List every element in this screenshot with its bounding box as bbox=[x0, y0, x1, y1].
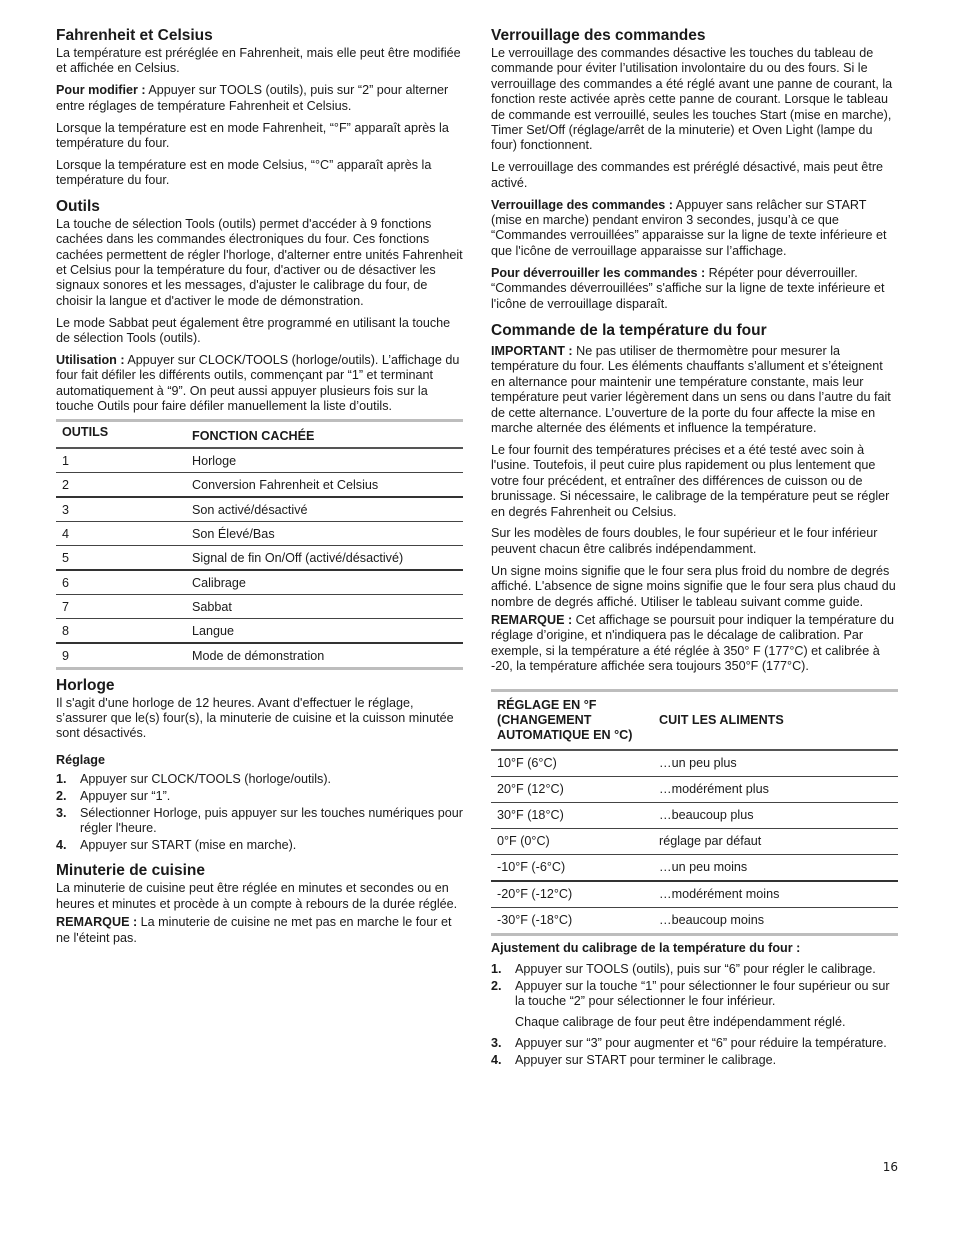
table-row: 10°F (6°C) …un peu plus bbox=[491, 750, 898, 777]
table-row: 1 Horloge bbox=[56, 448, 463, 473]
list-item: 1. Appuyer sur CLOCK/TOOLS (horloge/outils). bbox=[56, 771, 332, 786]
table-row: 3 Son activé/désactivé bbox=[56, 497, 463, 522]
paragraph: REMARQUE : La minuterie de cuisine ne met pas en marche le four et ne l'éteint pas. bbox=[56, 915, 452, 945]
section-title-fahrenheit: Fahrenheit et Celsius bbox=[56, 27, 213, 44]
section-title-horloge: Horloge bbox=[56, 676, 115, 694]
calibration-table bbox=[491, 689, 898, 936]
table-row: 9 Mode de démonstration bbox=[62, 649, 325, 664]
table-row: -30°F (-18°C) …beaucoup moins bbox=[497, 913, 765, 928]
section-title-commande: Commande de la température du four bbox=[491, 322, 767, 339]
list-item: 1. Appuyer sur TOOLS (outils), puis sur “6” pour régler le calibrage. bbox=[491, 961, 876, 976]
list-item: 2. Appuyer sur la touche “1” pour sélectionner le four supérieur ou sur la touche “2” pour sélectionner le four inférieur. bbox=[491, 978, 890, 1008]
table-row: 20°F (12°C) …modérément plus bbox=[491, 776, 898, 802]
paragraph: Lorsque la température est en mode Fahrenheit, “°F” apparaît après la température du four. bbox=[56, 120, 449, 151]
paragraph: Pour modifier : Appuyer sur TOOLS (outils), puis sur “2” pour alterner entre réglages de température Fahrenheit et Celsius. bbox=[56, 83, 449, 113]
paragraph: La touche de sélection Tools (outils) permet d'accéder à 9 fonctions cachées dans les commandes électroniques du four. Ces fonctions cachées permettent de régler l'horloge, d'alterner entre unités Fahrenheit et Celsius pour la température du four, d'activer ou de désactiver les signaux sonores et les messages, d'ajuster le calibrage du four, de choisir la langue et d'activer le mode de démonstration. bbox=[56, 216, 463, 308]
paragraph: La minuterie de cuisine peut être réglée en minutes et secondes ou en heures et minutes et procède à un compte à rebours de la durée réglée. bbox=[56, 881, 458, 911]
paragraph: Verrouillage des commandes : Appuyer sans relâcher sur START (mise en marche) pendant environ 3 secondes, jusqu’à ce que “Commandes verrouillées” apparaisse sur la ligne de texte inférieure et que l'icône de verrouillage apparaisse sur l’affichage. bbox=[491, 197, 887, 258]
bold-label: REMARQUE : bbox=[56, 915, 138, 930]
paragraph: Le verrouillage des commandes est préréglé désactivé, mais peut être activé. bbox=[491, 160, 884, 190]
table-header: CUIT LES ALIMENTS bbox=[653, 690, 898, 750]
section-title-verrouillage: Verrouillage des commandes bbox=[491, 27, 706, 44]
subsection-title-reglage: Réglage bbox=[56, 752, 105, 767]
table-header: FONCTION CACHÉE bbox=[186, 420, 463, 448]
section-title-minuterie: Minuterie de cuisine bbox=[56, 862, 206, 880]
page-number: 16 bbox=[882, 1160, 898, 1174]
bold-label: Pour modifier : bbox=[56, 83, 146, 98]
paragraph: Le verrouillage des commandes désactive les touches du tableau de commande pour éviter l’utilisation involontaire du ou des fours. Si le verrouillage des commandes a été réglé avant une panne de courant, la fonction reste activée après cette panne de courant. Lorsque le tableau de commande est verrouillé, seules les touches Start (mise en marche), Timer Set/Off (réglage/arrêt de la minuterie) et Oven Light (lampe du four) fonctionnent. bbox=[491, 46, 893, 153]
table-row: 5 Signal de fin On/Off (activé/désactivé) bbox=[56, 545, 463, 570]
bold-label: IMPORTANT : bbox=[491, 344, 573, 358]
table-row: 7 Sabbat bbox=[56, 594, 463, 618]
left-column bbox=[56, 27, 463, 953]
paragraph: Lorsque la température est en mode Celsius, “°C” apparaît après la température du four. bbox=[56, 157, 432, 188]
bold-label: Verrouillage des commandes : bbox=[491, 197, 673, 212]
step-note: Chaque calibrage de four peut être indépendamment réglé. bbox=[515, 1015, 846, 1030]
section-title-outils: Outils bbox=[56, 197, 100, 215]
steps-list bbox=[56, 772, 463, 854]
table-row: 8 Langue bbox=[56, 618, 463, 643]
paragraph: Le mode Sabbat peut également être programmé en utilisant la touche de sélection Tools (outils). bbox=[56, 315, 451, 346]
right-column bbox=[491, 27, 898, 1074]
list-item: 3. Sélectionner Horloge, puis appuyer sur les touches numériques pour régler l'heure. bbox=[56, 805, 463, 836]
table-row: -10°F (-6°C) …un peu moins bbox=[491, 854, 898, 881]
subsection-title-ajustement: Ajustement du calibrage de la température du four : bbox=[491, 940, 801, 955]
tools-table bbox=[56, 419, 463, 670]
bold-label: REMARQUE : bbox=[491, 613, 573, 627]
table-row: 30°F (18°C) …beaucoup plus bbox=[491, 802, 898, 828]
table-row: 0°F (0°C) réglage par défaut bbox=[491, 828, 898, 854]
paragraph: Pour déverrouiller les commandes : Répéter pour déverrouiller. “Commandes déverrouillées” s'affiche sur la ligne de texte inférieure et l'icône de verrouillage disparaît. bbox=[491, 265, 885, 311]
steps-list bbox=[491, 1036, 898, 1068]
bold-label: Utilisation : bbox=[56, 353, 125, 367]
table-row: 6 Calibrage bbox=[56, 570, 463, 595]
list-item: 3. Appuyer sur “3” pour augmenter et “6” pour réduire la température. bbox=[491, 1035, 887, 1050]
list-item: 4. Appuyer sur START pour terminer le calibrage. bbox=[491, 1052, 777, 1067]
table-row: 4 Son Élevé/Bas bbox=[56, 521, 463, 545]
paragraph: Sur les modèles de fours doubles, le four supérieur et le four inférieur peuvent chacun être calibrés indépendamment. bbox=[491, 526, 878, 556]
list-item: 2. Appuyer sur “1”. bbox=[56, 788, 171, 803]
paragraph: Utilisation : Appuyer sur CLOCK/TOOLS (horloge/outils). L’affichage du four fait défiler les différents outils, commençant par “1” et terminant automatiquement à “9”. On peut aussi appuyer plusieurs fois sur la touche Outils pour faire défiler manuellement la liste d’outils. bbox=[56, 353, 460, 414]
steps-list bbox=[491, 962, 898, 1010]
table-header: OUTILS bbox=[56, 420, 186, 448]
table-header: RÉGLAGE EN °F (CHANGEMENT AUTOMATIQUE EN °C) bbox=[491, 690, 653, 750]
list-item: 4. Appuyer sur START (mise en marche). bbox=[56, 837, 297, 852]
paragraph: Un signe moins signifie que le four sera plus froid du nombre de degrés affiché. L'absence de signe moins signifie que le four sera plus chaud du nombre de degrés affiché. Utiliser le tableau suivant comme guide. bbox=[491, 563, 896, 609]
table-row: 2 Conversion Fahrenheit et Celsius bbox=[56, 472, 463, 497]
paragraph: La température est préréglée en Fahrenheit, mais elle peut être modifiée et affichée en Celsius. bbox=[56, 46, 461, 76]
paragraph: IMPORTANT : Ne pas utiliser de thermomètre pour mesurer la température du four. Les éléments chauffants s’allument et s’éteignent en alternance pour maintenir une température constante, mais leur température peut varier légèrement dans un sens ou dans l’autre du fait de cette alternance. L’ouverture de la porte du four affecte la mise en marche alternée des éléments et influence la température. bbox=[491, 344, 891, 436]
paragraph: REMARQUE : Cet affichage se poursuit pour indiquer la température du réglage d’origine, et n'indiquera pas le décalage de calibration. Par exemple, si la température a été réglée à 350° F (177°C) et calibrée à -20, la température affichée sera toujours 350°F (177°C). bbox=[491, 613, 894, 674]
table-header-row bbox=[56, 420, 463, 448]
bold-label: Pour déverrouiller les commandes : bbox=[491, 265, 706, 280]
paragraph: Il s'agit d'une horloge de 12 heures. Avant d'effectuer le réglage, s’assurer que le(s) four(s), la minuterie de cuisine et la cuisson minutée sont désactivés. bbox=[56, 695, 454, 741]
paragraph: Le four fournit des températures précises et a été testé avec soin à l'usine. Toutefois, il peut cuire plus rapidement ou plus lentement que votre four précédent, et entraîner des différences de cuisson ou de brunissage. Si nécessaire, le calibrage de la température peut se régler en degrés Fahrenheit ou Celsius. bbox=[491, 442, 890, 519]
table-header-row bbox=[491, 690, 898, 750]
table-row: -20°F (-12°C) …modérément moins bbox=[491, 881, 898, 908]
